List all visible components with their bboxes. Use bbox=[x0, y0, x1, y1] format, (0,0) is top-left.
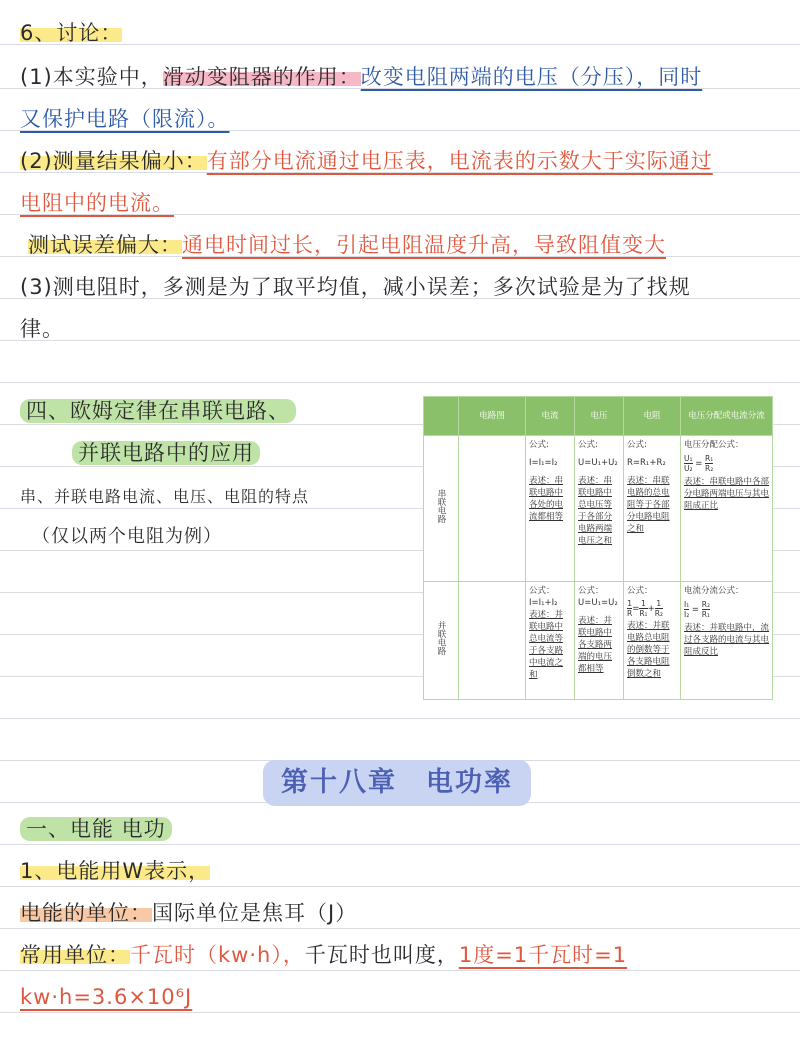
table-header-cell: 电阻 bbox=[624, 397, 681, 436]
series-dist-title: 电压分配公式： bbox=[684, 440, 744, 450]
fraction-denominator: R₁ bbox=[639, 609, 648, 618]
series-resistance-formula: R=R₁+R₂ bbox=[627, 458, 666, 468]
discussion-point-1-cont bbox=[20, 104, 230, 134]
parallel-dist-desc: 表述：并联电路中，流过各支路的电流与其电阻成反比 bbox=[684, 623, 770, 657]
p2-answer-a: 有部分电流通过电压表，电流表的示数大于实际通过 bbox=[206, 149, 713, 173]
notebook-rule-line bbox=[0, 382, 800, 383]
parallel-voltage-formula: 公式：U=U₁=U₂ bbox=[578, 586, 618, 608]
p2-answer-b: 电阻中的电流。 bbox=[20, 191, 174, 215]
parallel-resistance-desc: 表述：并联电路总电阻的倒数等于各支路电阻倒数之和 bbox=[627, 621, 670, 679]
series-distribution-cell bbox=[681, 436, 773, 582]
series-resistance-cell bbox=[624, 436, 681, 582]
notebook-rule-line bbox=[0, 970, 800, 971]
p3-label: 测试误差偏大： bbox=[28, 233, 182, 257]
series-resistance-desc: 表述：串联电路的总电阻等于各部分电路电阻之和 bbox=[627, 476, 670, 534]
series-dist-fraction-right bbox=[705, 454, 713, 473]
section1-heading-text: 一、电能 电功 bbox=[20, 817, 172, 841]
p4-text-b: 律。 bbox=[20, 317, 64, 341]
series-resistance-formula-label: 公式: bbox=[627, 440, 647, 450]
table-header-row bbox=[424, 397, 773, 436]
parallel-dist-fraction-left bbox=[684, 600, 689, 619]
discussion-heading bbox=[20, 18, 122, 48]
parallel-dist-formula: $\frac{\text{I₁}}{\text{I₂}}$ = $\frac{\text{R₂}}{\text{R₁}}$ bbox=[684, 600, 710, 619]
series-voltage-desc: 表述：串联电路中总电压等于各部分电路两端电压之和 bbox=[578, 476, 613, 546]
discussion-heading-text: 6、讨论： bbox=[20, 21, 123, 45]
notebook-rule-line bbox=[0, 1012, 800, 1013]
parallel-resistance-formula-label: 公式： bbox=[627, 586, 653, 596]
section4-heading-b-text: 并联电路中的应用 bbox=[72, 441, 260, 465]
fraction-denominator: I₂ bbox=[684, 610, 690, 619]
table-header-cell: 电路图 bbox=[459, 397, 526, 436]
parallel-voltage-desc: 表述：并联电路中各支路两端的电压都相等 bbox=[578, 616, 613, 674]
fraction-numerator: 1 bbox=[641, 599, 646, 608]
fraction-numerator: R₁ bbox=[705, 454, 714, 463]
series-diagram-cell bbox=[459, 436, 526, 582]
res-fraction-r2 bbox=[655, 599, 663, 618]
common-unit-label: 常用单位： bbox=[20, 943, 130, 967]
table-header-cell: 电压 bbox=[575, 397, 624, 436]
section1-heading bbox=[20, 814, 172, 844]
notebook-rule-line bbox=[0, 886, 800, 887]
section4-line2-text: （仅以两个电阻为例） bbox=[32, 526, 222, 547]
ohm-law-table bbox=[423, 396, 773, 700]
p1-answer-b: 又保护电路（限流）。 bbox=[20, 107, 230, 131]
parallel-diagram-cell bbox=[459, 582, 526, 700]
fraction-denominator: U₂ bbox=[684, 464, 693, 473]
parallel-resistance-formula: $\frac{1}{R}$ = $\frac{1}{\text{R₁}}$ + $\frac{1}{\text{R₂}}$ bbox=[627, 599, 663, 618]
section1-unit-line bbox=[20, 898, 357, 928]
chapter-title: 第十八章 电功率 bbox=[263, 760, 531, 806]
parallel-label: 并联电路 bbox=[436, 621, 446, 655]
notebook-rule-line bbox=[0, 928, 800, 929]
fraction-denominator: R₂ bbox=[705, 464, 714, 473]
unit-value: 国际单位是焦耳（J） bbox=[152, 901, 358, 925]
table-row-parallel bbox=[424, 582, 773, 700]
common-unit-value: 千瓦时（kw·h）， bbox=[130, 943, 305, 967]
series-dist-desc: 表述：串联电路中各部分电路两端电压与其电阻成正比 bbox=[684, 477, 770, 511]
common-unit-eq2: kw·h=3.6×10⁶J bbox=[20, 985, 193, 1009]
parallel-voltage-cell bbox=[575, 582, 624, 700]
parallel-resistance-cell bbox=[624, 582, 681, 700]
series-row-label bbox=[424, 436, 459, 582]
section4-heading-b bbox=[72, 438, 260, 468]
parallel-current-formula: 公式：I=I₁+I₂ bbox=[529, 586, 558, 608]
table-header-cell bbox=[424, 397, 459, 436]
common-unit-eq: 1度=1千瓦时=1 bbox=[458, 943, 628, 967]
section4-heading-a bbox=[20, 396, 296, 426]
parallel-current-desc: 表述：并联电路中总电流等于各支路中电流之和 bbox=[529, 610, 564, 680]
p1-label: (1)本实验中， bbox=[20, 65, 163, 89]
series-label: 串联电路 bbox=[436, 489, 446, 523]
series-current-desc: 表述：串联电路中各处的电流都相等 bbox=[529, 476, 564, 522]
p2-label: (2)测量结果偏小： bbox=[20, 149, 207, 173]
unit-label: 电能的单位： bbox=[20, 901, 152, 925]
series-voltage-formula-label: 公式: bbox=[578, 440, 598, 450]
fraction-denominator: R₁ bbox=[701, 610, 710, 619]
series-current-formula-label: 公式: bbox=[529, 440, 549, 450]
section1-common-unit-line bbox=[20, 940, 627, 970]
discussion-point-2 bbox=[20, 146, 713, 176]
table-row-series bbox=[424, 436, 773, 582]
fraction-numerator: I₁ bbox=[684, 600, 690, 609]
discussion-point-3 bbox=[20, 272, 691, 302]
common-unit-mid: 千瓦时也叫度， bbox=[304, 943, 459, 967]
fraction-denominator: R bbox=[627, 609, 633, 618]
res-fraction-total bbox=[627, 599, 632, 618]
fraction-numerator: U₁ bbox=[684, 454, 693, 463]
p3-answer: 通电时间过长，引起电阻温度升高，导致阻值变大 bbox=[182, 233, 666, 257]
section1-line1-text: 1、电能用W表示， bbox=[20, 859, 211, 883]
parallel-current-cell bbox=[526, 582, 575, 700]
parallel-row-label bbox=[424, 582, 459, 700]
p1-answer-a: 改变电阻两端的电压（分压），同时 bbox=[360, 65, 703, 89]
fraction-numerator: R₂ bbox=[701, 600, 710, 609]
fraction-numerator: 1 bbox=[627, 599, 632, 608]
discussion-point-2-cont bbox=[20, 188, 174, 218]
res-fraction-r1 bbox=[639, 599, 647, 618]
parallel-distribution-cell bbox=[681, 582, 773, 700]
fraction-numerator: 1 bbox=[656, 599, 662, 608]
discussion-point-1 bbox=[20, 62, 702, 92]
table-header-cell: 电流 bbox=[526, 397, 575, 436]
series-current-cell bbox=[526, 436, 575, 582]
section4-line1-text: 串、并联电路电流、电压、电阻的特点 bbox=[20, 487, 310, 506]
notebook-rule-line bbox=[0, 718, 800, 719]
discussion-point-error bbox=[28, 230, 666, 260]
section4-heading-a-text: 四、欧姆定律在串联电路、 bbox=[20, 399, 296, 423]
series-dist-formula: $\frac{\text{U₁}}{\text{U₂}}$ = $\frac{\text{R₁}}{\text{R₂}}$ bbox=[684, 454, 714, 473]
table-header-cell: 电压分配或电流分流 bbox=[681, 397, 773, 436]
section1-line1 bbox=[20, 856, 210, 886]
section1-common-unit-cont bbox=[20, 982, 192, 1012]
section4-line1 bbox=[20, 482, 309, 512]
p1-term: 滑动变阻器的作用： bbox=[162, 65, 361, 89]
notebook-rule-line bbox=[0, 844, 800, 845]
series-dist-fraction-left bbox=[684, 454, 693, 473]
series-voltage-formula: U=U₁+U₂ bbox=[578, 458, 618, 468]
parallel-dist-fraction-right bbox=[702, 600, 710, 619]
p4-text-a: (3)测电阻时，多测是为了取平均值，减小误差；多次试验是为了找规 bbox=[20, 275, 691, 299]
series-current-formula: I=I₁=I₂ bbox=[529, 458, 558, 468]
discussion-point-3-cont bbox=[20, 314, 64, 344]
notebook-rule-line bbox=[0, 340, 800, 341]
fraction-denominator: R₂ bbox=[654, 609, 663, 618]
section4-line2 bbox=[32, 522, 222, 552]
parallel-dist-title: 电流分流公式： bbox=[684, 586, 744, 596]
series-voltage-cell bbox=[575, 436, 624, 582]
